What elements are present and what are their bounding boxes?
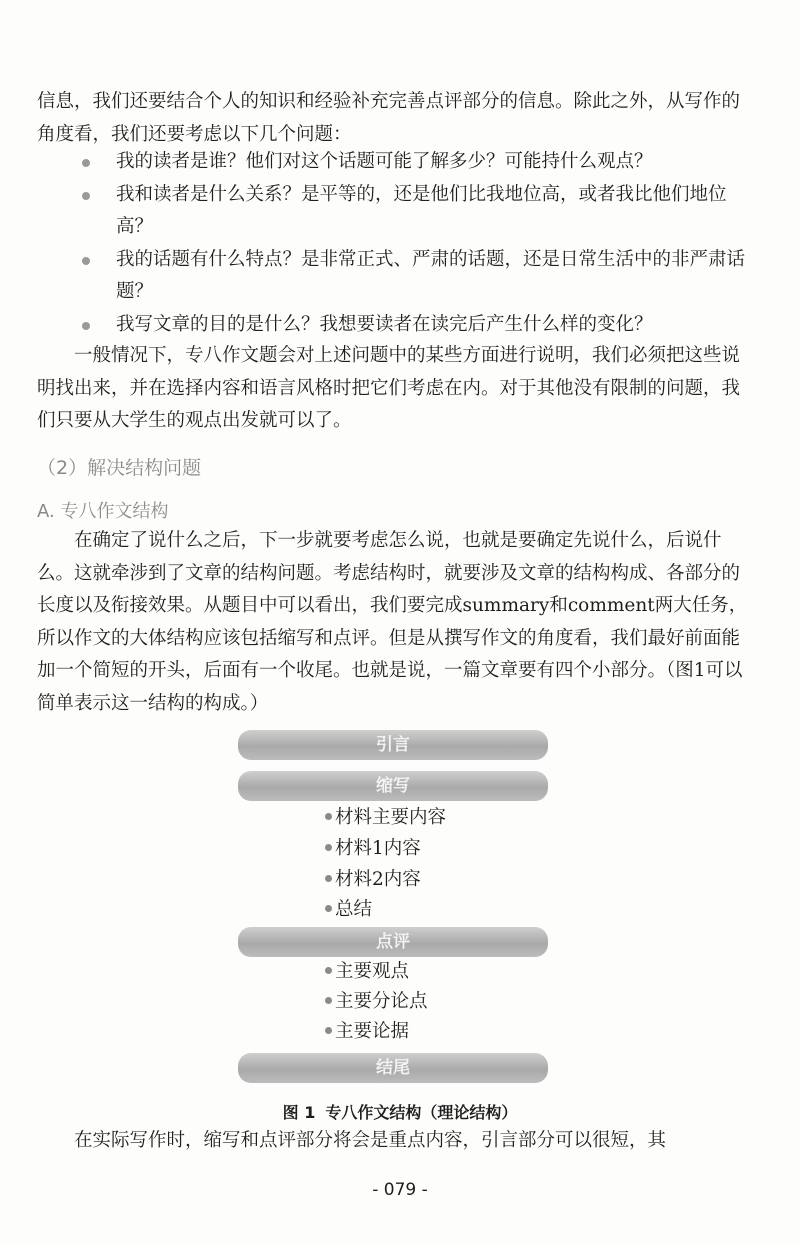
bullet-icon [82,159,90,167]
subsection-heading: A. 专八作文结构 [37,501,169,522]
diagram-bar-comment: 点评 [238,927,548,957]
bullet-icon [325,967,332,974]
section-heading: （2）解决结构问题 [37,457,202,479]
diagram-item: 主要分论点 [325,987,428,1017]
bullet-icon [82,257,90,265]
bullet-icon [82,192,90,200]
question-text: 我的话题有什么特点？是非常正式、严肃的话题，还是日常生活中的非严肃话题？ [116,248,746,302]
list-item [82,179,750,244]
list-item [82,309,750,342]
bullet-icon [82,322,90,330]
bullet-icon [325,875,332,882]
figure-caption [0,1100,800,1123]
bullet-icon [325,905,332,912]
diagram-item: 材料2内容 [325,865,421,895]
diagram-item: 材料主要内容 [325,803,446,833]
diagram-item: 主要论据 [325,1017,409,1047]
list-item [82,244,750,309]
diagram-item: 主要观点 [325,957,409,987]
bullet-icon [325,997,332,1004]
bullet-icon [325,844,332,851]
bullet-icon [325,813,332,820]
diagram-bar-intro: 引言 [238,730,548,760]
structure-paragraph: 在确定了说什么之后，下一步就要考虑怎么说，也就是要确定先说什么，后说什么。这就牵涉到了文章的结构问题。考虑结构时，就要涉及文章的结构构成、各部分的长度以及衔接效果。从题目中可以看出，我们要完成summary和comment两大任务，所以作文的大体结构应该包括缩写和点评。但是从撰写作文的角度看，我们最好前面能加一个简短的开头，后面有一个收尾。也就是说，一篇文章要有四个小部分。（图1可以简单表示这一结构的构成。） [37,530,748,714]
diagram-bar-ending: 结尾 [238,1053,548,1083]
figure-number: 图 1 [282,1103,316,1122]
diagram-item: 总结 [325,895,372,925]
intro-paragraph: 信息，我们还要结合个人的知识和经验补充完善点评部分的信息。除此之外，从写作的角度看，我们还要考虑以下几个问题： [37,91,741,145]
bullet-icon [325,1027,332,1034]
figure-title: 专八作文结构（理论结构） [325,1103,518,1122]
page-number: - 079 - [372,1180,428,1200]
list-item [82,146,750,179]
general-paragraph: 一般情况下，专八作文题会对上述问题中的某些方面进行说明，我们必须把这些说明找出来，并在选择内容和语言风格时把它们考虑在内。对于其他没有限制的问题，我们只要从大学生的观点出发就可以了。 [37,345,741,431]
question-text: 我的读者是谁？他们对这个话题可能了解多少？可能持什么观点？ [116,151,653,172]
question-list [82,146,750,341]
diagram-bar-summary: 缩写 [238,771,548,801]
diagram-item: 材料1内容 [325,834,421,864]
question-text: 我和读者是什么关系？是平等的，还是他们比我地位高，或者我比他们地位高？ [116,183,727,237]
last-paragraph: 在实际写作时，缩写和点评部分将会是重点内容，引言部分可以很短，其 [74,1130,667,1151]
question-text: 我写文章的目的是什么？我想要读者在读完后产生什么样的变化？ [116,313,653,335]
